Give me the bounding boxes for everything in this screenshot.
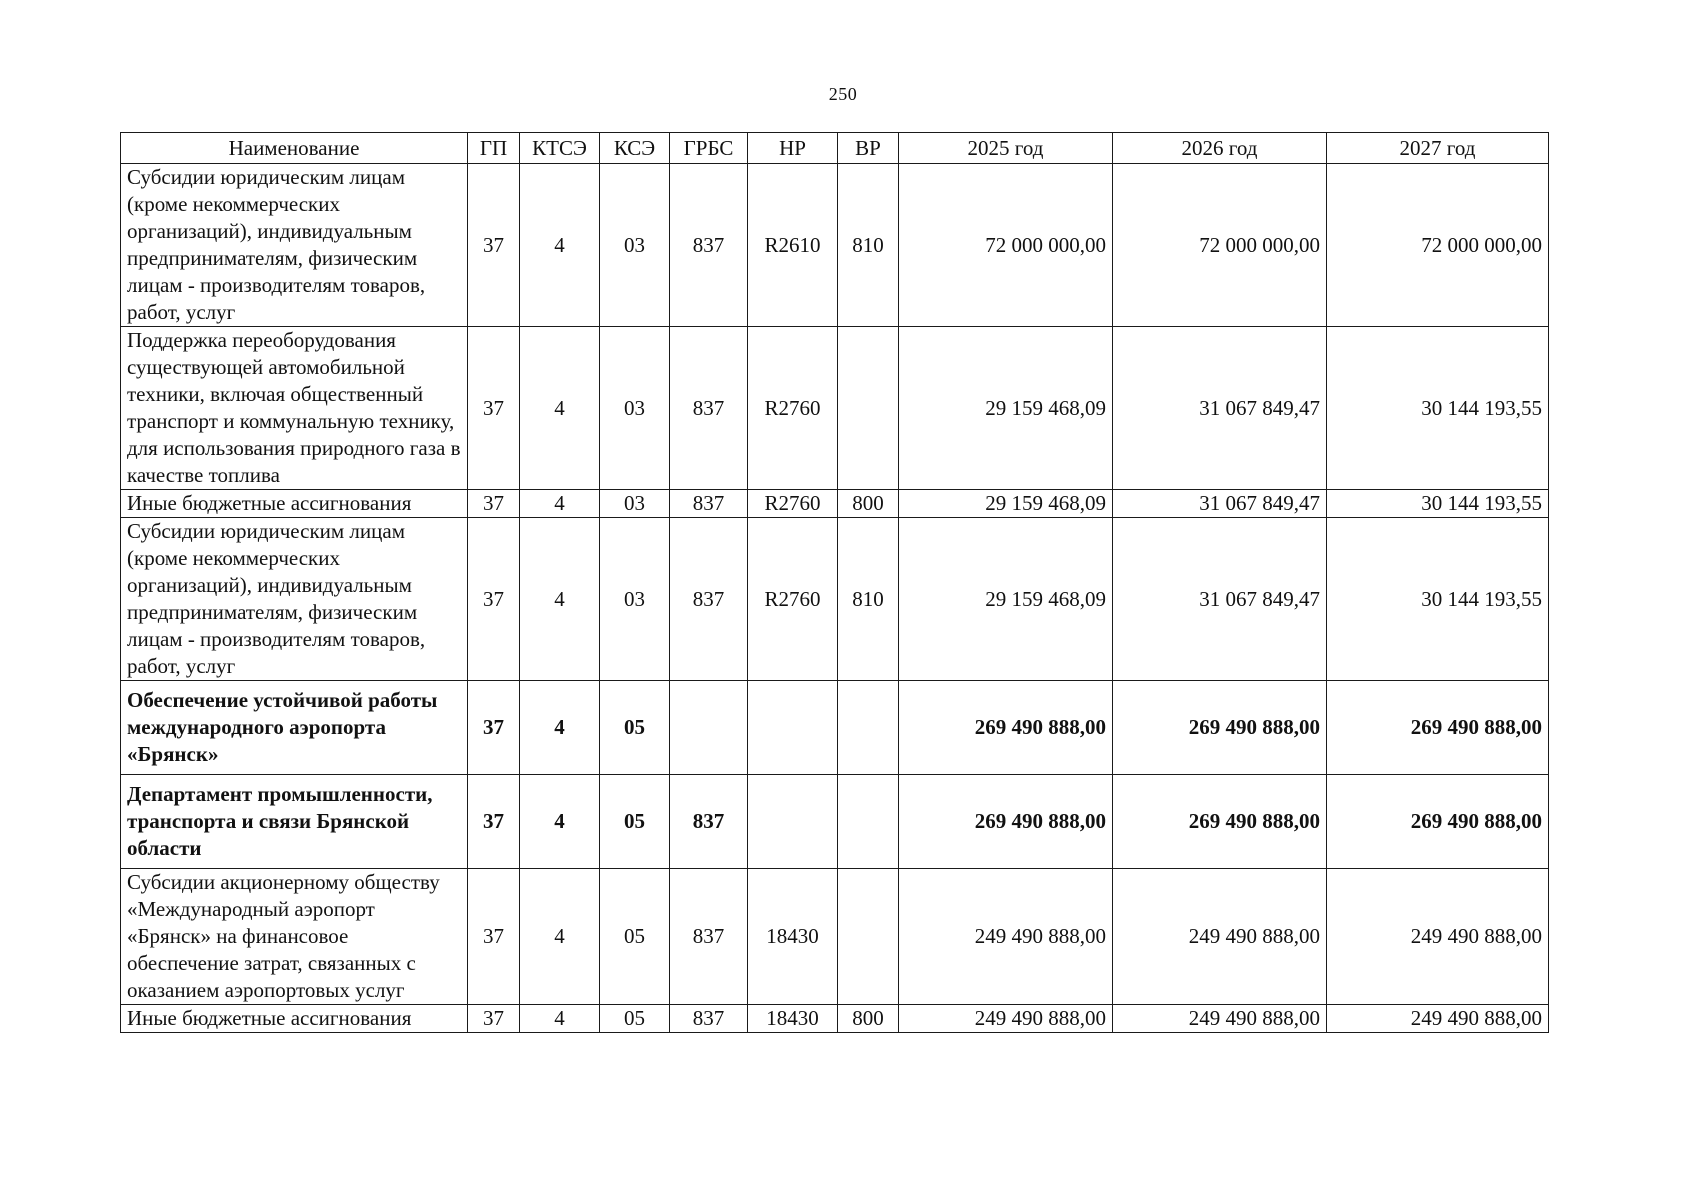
row-kse: 03 [600,490,670,518]
row-amount-2025: 29 159 468,09 [899,490,1113,518]
row-amount-2027: 249 490 888,00 [1327,1005,1549,1033]
row-amount-2027: 269 490 888,00 [1327,775,1549,869]
row-nr [748,775,838,869]
row-ktse: 4 [520,869,600,1005]
row-kse: 03 [600,518,670,681]
row-amount-2027: 249 490 888,00 [1327,869,1549,1005]
row-grbs [670,681,748,775]
row-amount-2027: 72 000 000,00 [1327,164,1549,327]
row-grbs: 837 [670,327,748,490]
row-gp: 37 [468,775,520,869]
row-nr: R2760 [748,518,838,681]
row-amount-2026: 72 000 000,00 [1113,164,1327,327]
row-name: Обеспечение устойчивой работы международного аэропорта «Брянск» [121,681,468,775]
row-gp: 37 [468,869,520,1005]
row-amount-2027: 269 490 888,00 [1327,681,1549,775]
column-header-2026: 2026 год [1113,133,1327,164]
row-amount-2027: 30 144 193,55 [1327,327,1549,490]
row-amount-2026: 269 490 888,00 [1113,681,1327,775]
row-gp: 37 [468,327,520,490]
row-name: Субсидии акционерному обществу «Международный аэропорт «Брянск» на финансовое обеспечение затрат, связанных с оказанием аэропортовых услуг [121,869,468,1005]
table-row [121,164,1549,327]
row-vr: 810 [838,164,899,327]
row-grbs: 837 [670,1005,748,1033]
column-header-nr: НР [748,133,838,164]
row-ktse: 4 [520,164,600,327]
header-row [121,133,1549,164]
row-amount-2025: 249 490 888,00 [899,1005,1113,1033]
row-ktse: 4 [520,490,600,518]
row-amount-2026: 249 490 888,00 [1113,869,1327,1005]
row-grbs: 837 [670,490,748,518]
table-row [121,1005,1549,1033]
row-amount-2027: 30 144 193,55 [1327,490,1549,518]
row-amount-2026: 31 067 849,47 [1113,327,1327,490]
table-row [121,490,1549,518]
row-ktse: 4 [520,327,600,490]
column-header-name: Наименование [121,133,468,164]
page-number: 250 [828,84,858,104]
row-ktse: 4 [520,681,600,775]
row-gp: 37 [468,681,520,775]
row-amount-2025: 29 159 468,09 [899,518,1113,681]
row-amount-2027: 30 144 193,55 [1327,518,1549,681]
row-nr: R2760 [748,490,838,518]
row-amount-2025: 269 490 888,00 [899,681,1113,775]
column-header-2027: 2027 год [1327,133,1549,164]
row-grbs: 837 [670,869,748,1005]
table-row [121,327,1549,490]
table-row [121,775,1549,869]
row-vr [838,681,899,775]
column-header-ktse: КТСЭ [520,133,600,164]
row-amount-2025: 72 000 000,00 [899,164,1113,327]
row-gp: 37 [468,490,520,518]
row-kse: 05 [600,869,670,1005]
row-nr: 18430 [748,869,838,1005]
row-vr [838,775,899,869]
column-header-2025: 2025 год [899,133,1113,164]
row-amount-2025: 249 490 888,00 [899,869,1113,1005]
row-grbs: 837 [670,164,748,327]
row-vr: 810 [838,518,899,681]
row-vr [838,869,899,1005]
row-vr [838,327,899,490]
row-name: Субсидии юридическим лицам (кроме некоммерческих организаций), индивидуальным предпринимателям, физическим лицам - производителям товаров, работ, услуг [121,518,468,681]
row-ktse: 4 [520,518,600,681]
row-gp: 37 [468,1005,520,1033]
row-vr: 800 [838,490,899,518]
row-gp: 37 [468,164,520,327]
row-nr: R2610 [748,164,838,327]
column-header-kse: КСЭ [600,133,670,164]
row-ktse: 4 [520,775,600,869]
row-amount-2025: 29 159 468,09 [899,327,1113,490]
row-name: Поддержка переоборудования существующей автомобильной техники, включая общественный транспорт и коммунальную технику, для использования природного газа в качестве топлива [121,327,468,490]
row-name: Департамент промышленности, транспорта и связи Брянской области [121,775,468,869]
budget-table [120,132,1549,1033]
row-nr: 18430 [748,1005,838,1033]
row-gp: 37 [468,518,520,681]
row-kse: 05 [600,681,670,775]
row-amount-2026: 31 067 849,47 [1113,490,1327,518]
row-amount-2026: 31 067 849,47 [1113,518,1327,681]
row-name: Иные бюджетные ассигнования [121,490,468,518]
row-kse: 03 [600,164,670,327]
row-nr: R2760 [748,327,838,490]
row-kse: 05 [600,1005,670,1033]
row-nr [748,681,838,775]
column-header-grbs: ГРБС [670,133,748,164]
row-amount-2026: 269 490 888,00 [1113,775,1327,869]
row-amount-2026: 249 490 888,00 [1113,1005,1327,1033]
column-header-gp: ГП [468,133,520,164]
row-kse: 05 [600,775,670,869]
row-grbs: 837 [670,518,748,681]
row-vr: 800 [838,1005,899,1033]
row-name: Иные бюджетные ассигнования [121,1005,468,1033]
column-header-vr: ВР [838,133,899,164]
row-ktse: 4 [520,1005,600,1033]
row-grbs: 837 [670,775,748,869]
row-kse: 03 [600,327,670,490]
table-row [121,518,1549,681]
table-row [121,681,1549,775]
table-row [121,869,1549,1005]
row-amount-2025: 269 490 888,00 [899,775,1113,869]
row-name: Субсидии юридическим лицам (кроме некоммерческих организаций), индивидуальным предпринимателям, физическим лицам - производителям товаров, работ, услуг [121,164,468,327]
